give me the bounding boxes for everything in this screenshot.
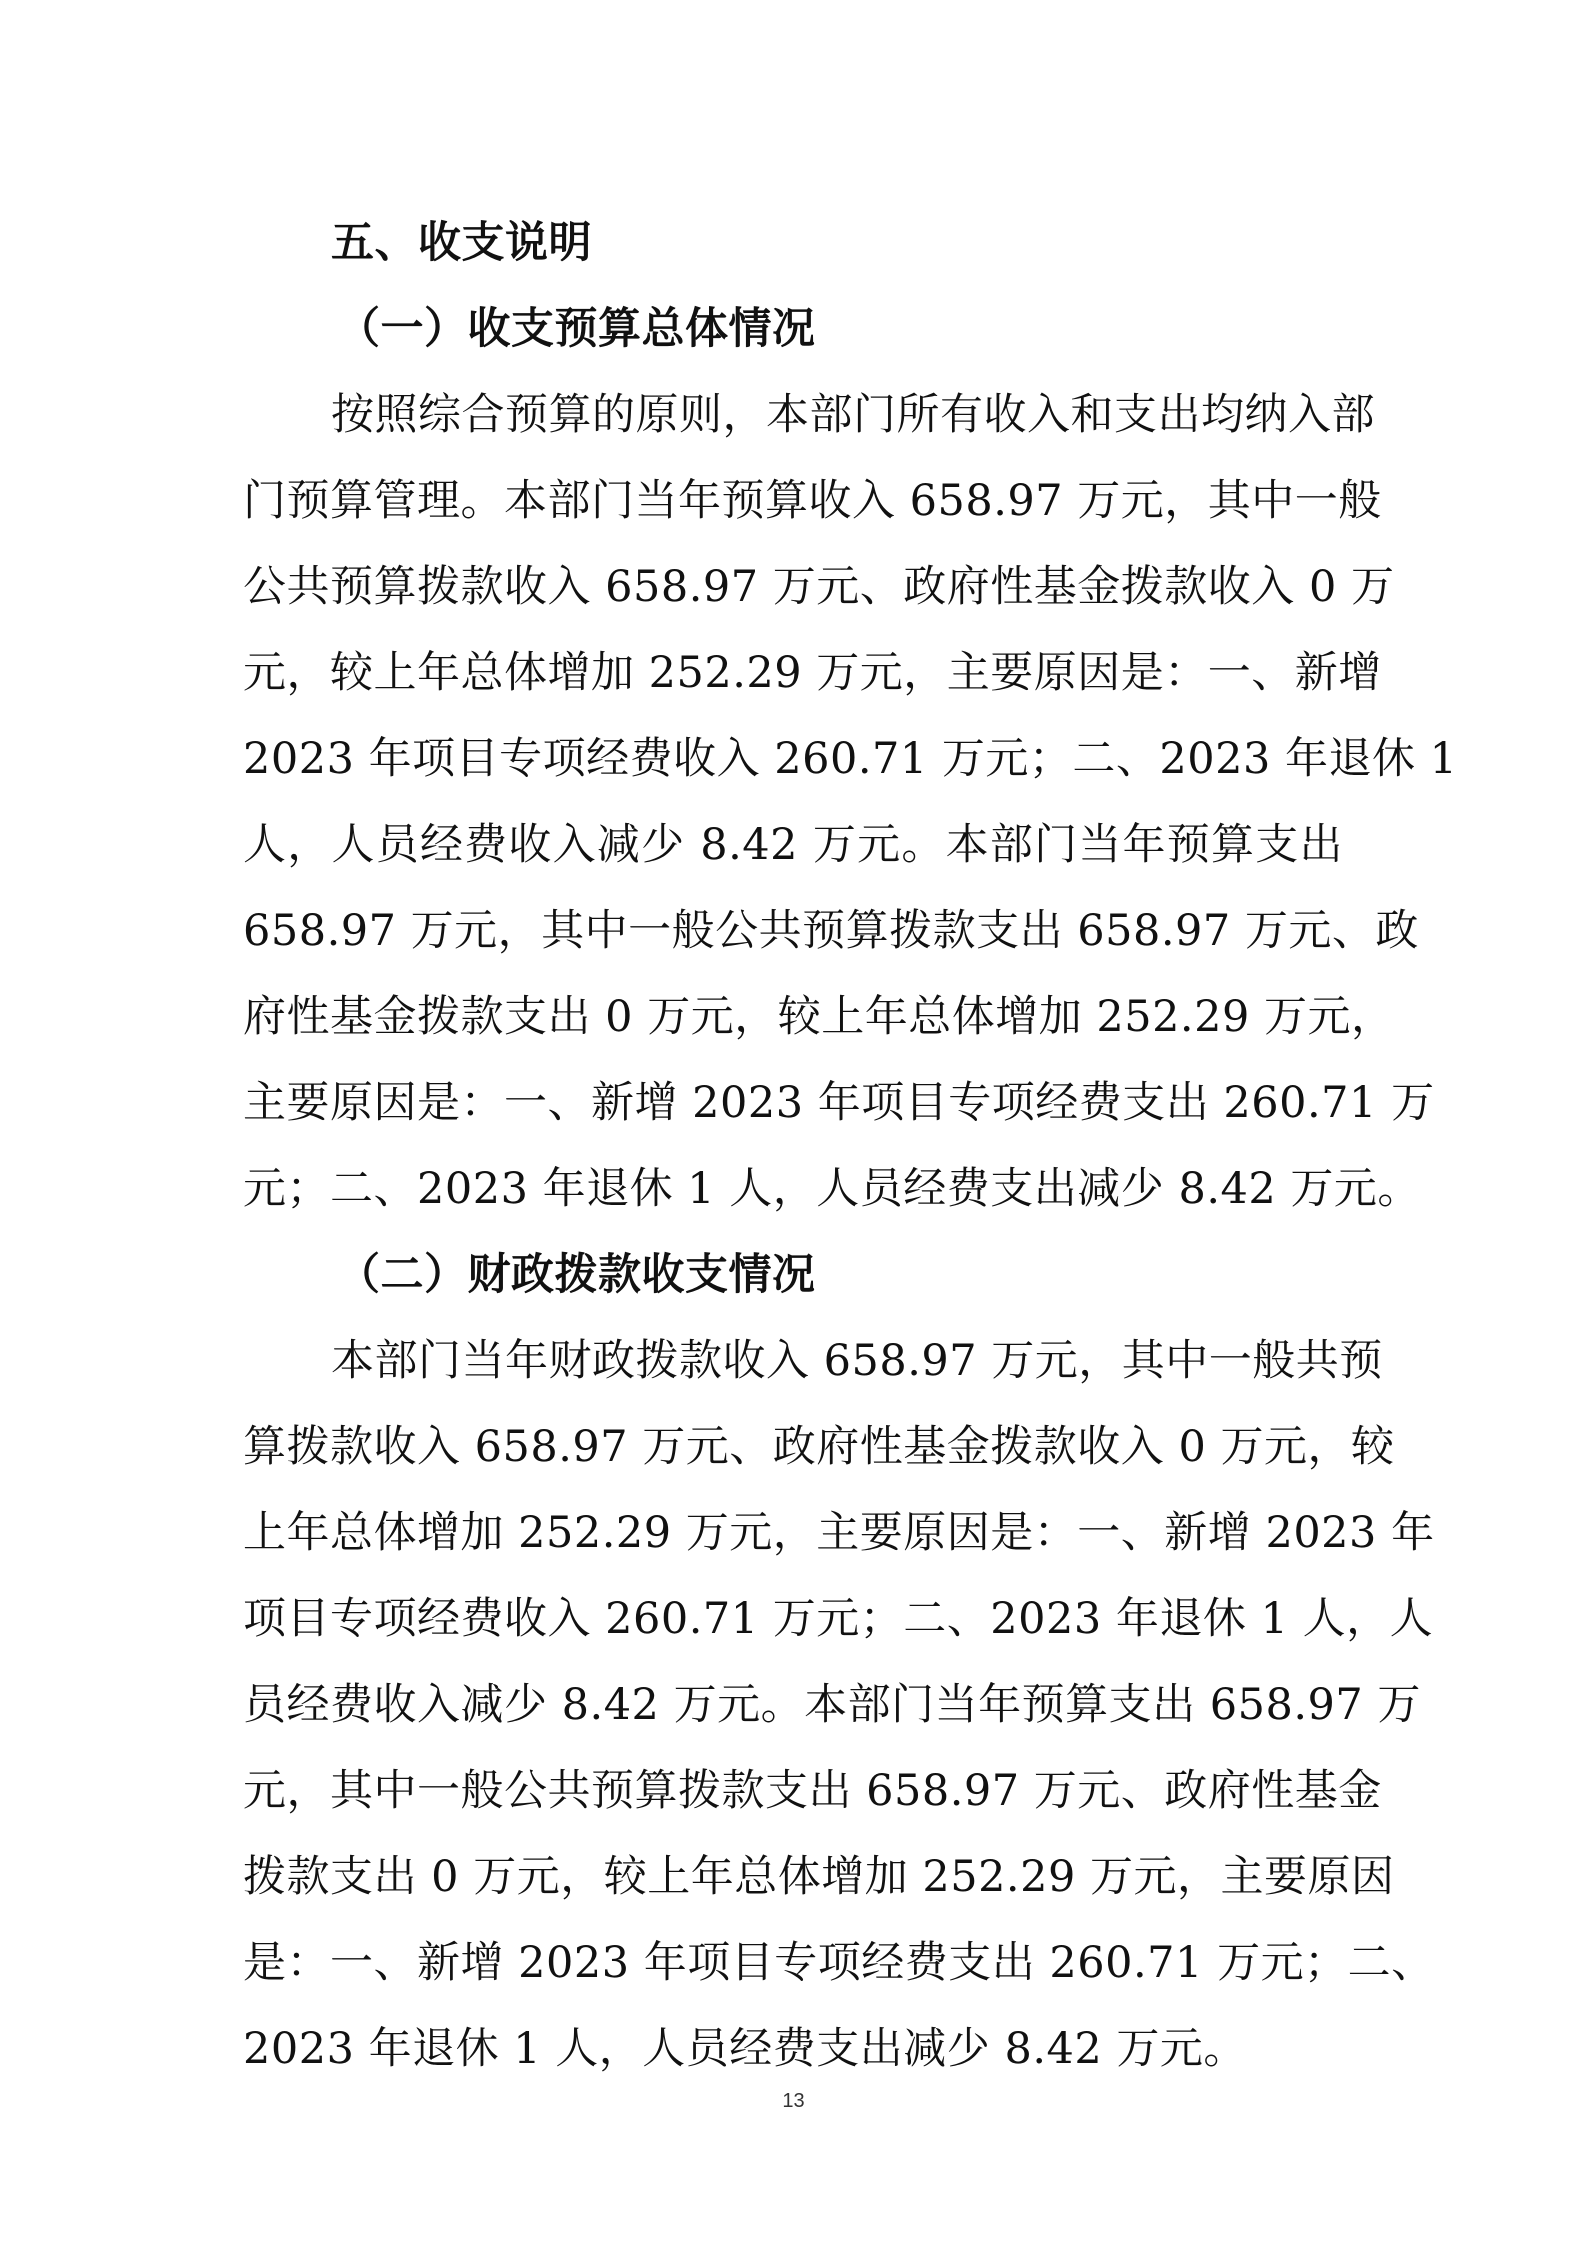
subsection-2-paragraph bbox=[243, 1318, 1435, 2092]
paragraph-line-last: 元；二、2023 年退休 1 人，人员经费支出减少 8.42 万元。 bbox=[243, 1164, 1421, 1214]
paragraph-line: 门预算管理。本部门当年预算收入 658.97 万元，其中一般 bbox=[243, 476, 1382, 526]
page-body bbox=[243, 200, 1458, 2092]
paragraph-line: 公共预算拨款收入 658.97 万元、政府性基金拨款收入 0 万 bbox=[243, 562, 1395, 612]
paragraph-line: 元，较上年总体增加 252.29 万元，主要原因是：一、新增 bbox=[243, 648, 1382, 698]
paragraph-line: 本部门当年财政拨款收入 658.97 万元，其中一般共预 bbox=[331, 1336, 1383, 1386]
subsection-1-paragraph bbox=[243, 372, 1458, 1232]
section-heading: 五、收支说明 bbox=[331, 218, 592, 268]
subsection-2-heading: （二）财政拨款收支情况 bbox=[337, 1250, 816, 1300]
paragraph-line: 658.97 万元，其中一般公共预算拨款支出 658.97 万元、政 bbox=[243, 906, 1419, 956]
paragraph-line: 上年总体增加 252.29 万元，主要原因是：一、新增 2023 年 bbox=[243, 1508, 1435, 1558]
paragraph-line: 是：一、新增 2023 年项目专项经费支出 260.71 万元；二、 bbox=[243, 1938, 1435, 1988]
paragraph-line: 算拨款收入 658.97 万元、政府性基金拨款收入 0 万元，较 bbox=[243, 1422, 1395, 1472]
paragraph-line: 元，其中一般公共预算拨款支出 658.97 万元、政府性基金 bbox=[243, 1766, 1382, 1816]
paragraph-line: 主要原因是：一、新增 2023 年项目专项经费支出 260.71 万 bbox=[243, 1078, 1435, 1128]
paragraph-line: 员经费收入减少 8.42 万元。本部门当年预算支出 658.97 万 bbox=[243, 1680, 1421, 1730]
paragraph-line: 2023 年项目专项经费收入 260.71 万元；二、2023 年退休 1 bbox=[243, 734, 1458, 784]
paragraph-line-last: 2023 年退休 1 人，人员经费支出减少 8.42 万元。 bbox=[243, 2024, 1247, 2074]
paragraph-line: 拨款支出 0 万元，较上年总体增加 252.29 万元，主要原因 bbox=[243, 1852, 1395, 1902]
paragraph-line: 项目专项经费收入 260.71 万元；二、2023 年退休 1 人，人 bbox=[243, 1594, 1434, 1644]
paragraph-line: 按照综合预算的原则，本部门所有收入和支出均纳入部 bbox=[331, 390, 1375, 440]
paragraph-line: 人，人员经费收入减少 8.42 万元。本部门当年预算支出 bbox=[243, 820, 1343, 870]
page-number: 13 bbox=[782, 2090, 805, 2112]
subsection-1-heading: （一）收支预算总体情况 bbox=[337, 304, 816, 354]
paragraph-line: 府性基金拨款支出 0 万元，较上年总体增加 252.29 万元， bbox=[243, 992, 1395, 1042]
